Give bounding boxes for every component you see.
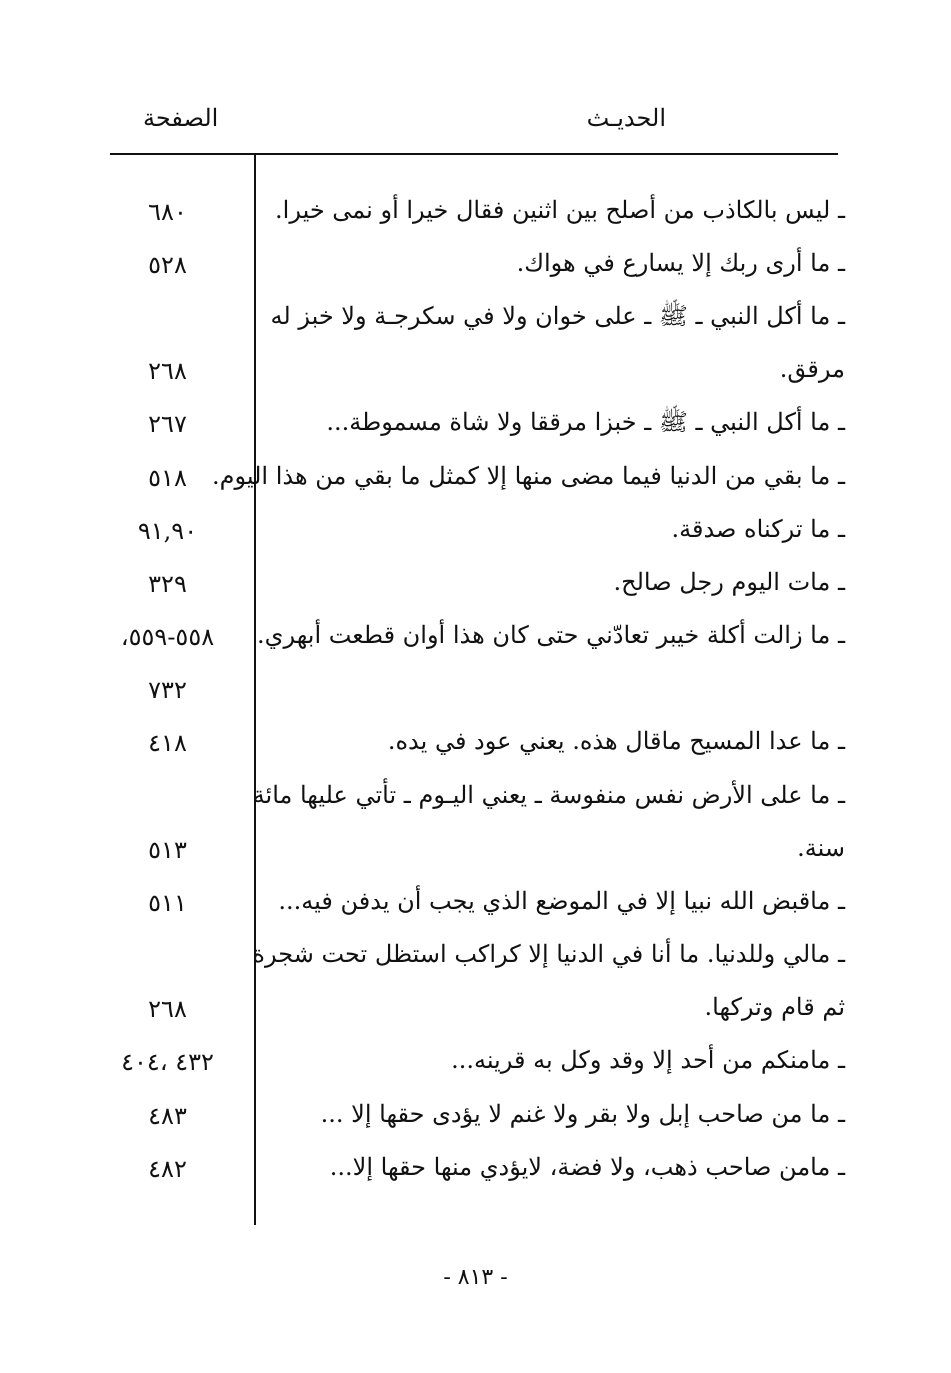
hadith-line: ـ ما تركناه صدقة.: [671, 515, 845, 543]
hadith-line: ـ ما عدا المسيح ماقال هذه. يعني عود في يده.: [387, 727, 845, 755]
page-reference: ٥١٣: [148, 836, 187, 864]
hadith-line: ـ ما أرى ربك إلا يسارع في هواك.: [516, 249, 845, 277]
page-number: - ٨١٣ -: [443, 1265, 508, 1290]
page-reference: ٧٣٢: [148, 676, 187, 704]
page-reference: ٤٨٣: [148, 1102, 187, 1130]
hadith-line: ـ ما زالت أكلة خيبر تعادّني حتى كان هذا أوان قطعت أبهري.: [257, 621, 845, 649]
page-reference: ٢٦٨: [148, 357, 187, 385]
column-divider: [254, 153, 256, 1225]
page-reference: ٥١٨: [148, 464, 187, 492]
hadith-line: ـ ما على الأرض نفس منفوسة ـ يعني اليـوم ـ تأتي عليها مائة: [252, 781, 845, 809]
page-reference: ٥١١: [148, 889, 187, 917]
hadith-line: ـ مات اليوم رجل صالح.: [613, 568, 845, 596]
hadith-line: ـ مامنكم من أحد إلا وقد وكل به قرينه...: [451, 1046, 845, 1074]
page-reference: ٥٥٨-٥٥٩،: [120, 623, 215, 651]
column-header-hadith: الحديـث: [586, 104, 666, 132]
hadith-line: ـ ما أكل النبي ـ ﷺ ـ على خوان ولا في سكرجـة ولا خبز له: [270, 302, 845, 330]
hadith-line: ـ مالي وللدنيا. ما أنا في الدنيا إلا كراكب استظل تحت شجرة: [252, 940, 845, 968]
hadith-line: ـ ماقبض الله نبيا إلا في الموضع الذي يجب أن يدفن فيه...: [278, 887, 845, 915]
hadith-line: ثم قام وتركها.: [704, 993, 845, 1021]
page-reference: ٥٢٨: [148, 251, 187, 279]
page-reference: ٤٣٢ ،٤٠٤: [121, 1048, 214, 1076]
hadith-line: ـ ما بقي من الدنيا فيما مضى منها إلا كمثل ما بقي من هذا اليوم.: [211, 462, 845, 490]
column-header-page: الصفحة: [143, 104, 219, 132]
page-reference: ٢٦٧: [148, 410, 187, 438]
page-reference: ٣٢٩: [148, 570, 187, 598]
hadith-line: ـ مامن صاحب ذهب، ولا فضة، لايؤدي منها حقها إلا...: [329, 1153, 845, 1181]
hadith-line: سنة.: [797, 834, 845, 862]
hadith-line: مرقق.: [779, 355, 845, 383]
hadith-line: ـ ليس بالكاذب من أصلح بين اثنين فقال خيرا أو نمى خيرا.: [275, 196, 845, 224]
hadith-line: ـ ما من صاحب إبل ولا بقر ولا غنم لا يؤدى حقها إلا ...: [320, 1100, 845, 1128]
page-reference: ٦٨٠: [148, 198, 187, 226]
page-reference: ٢٦٨: [148, 995, 187, 1023]
page-reference: ٤١٨: [148, 729, 187, 757]
page-reference: ٩١,٩٠: [137, 517, 198, 545]
header-rule: [110, 153, 838, 155]
hadith-line: ـ ما أكل النبي ـ ﷺ ـ خبزا مرققا ولا شاة مسموطة...: [326, 408, 845, 436]
page-reference: ٤٨٢: [148, 1155, 187, 1183]
